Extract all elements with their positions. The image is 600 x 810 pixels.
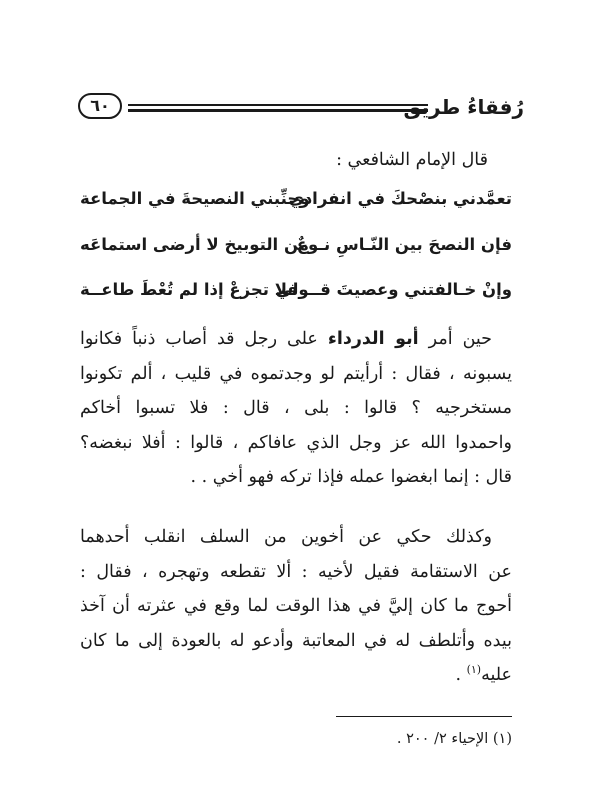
- paragraph-abu-darda: [80, 322, 512, 495]
- paragraph-line: بيده وأتلطف له في المعاتبة وأدعو له بالعودة إلى ما كان: [80, 630, 512, 651]
- page-number-badge: ٦٠: [78, 93, 122, 119]
- footnote: (١) الإحياء ٢/ ٢٠٠ .: [396, 731, 512, 747]
- running-title: رُفقاءُ طريق: [403, 95, 524, 119]
- paragraph-two-brothers: [80, 520, 512, 693]
- text-run: على رجل قد أصاب ذنباً فكانوا: [80, 329, 318, 349]
- poem-verse-3: [80, 274, 512, 306]
- paragraph-line: يسبونه ، فقال : أرأيتم لو وجدتموه في قليب ، ألم تكونوا: [80, 363, 512, 384]
- poem-verse-2-first-hemistich: فإن النصحَ بين النّـاسِ نـوعٌ: [296, 235, 512, 254]
- paragraph-line: واحمدوا الله عز وجل الذي عافاكم ، قالوا : أفلا نبغضه؟: [80, 432, 512, 453]
- paragraph-line: عن الاستقامة فقيل لأخيه : ألا تقطعه وتهجره ، فقال :: [80, 561, 512, 582]
- poem-verse-3-first-hemistich: وإنْ خـالفتني وعصيتَ قــولي: [275, 280, 512, 299]
- text-run: عليه: [481, 665, 512, 685]
- intro-line: قال الإمام الشافعي :: [336, 150, 488, 170]
- poem-verse-1-first-hemistich: تعمَّدني بنصْحكَ في انفرادي: [288, 189, 512, 208]
- paragraph-line: وكذلك حكي عن أخوين من السلف انقلب أحدهما: [80, 527, 492, 547]
- footnote-reference: (١): [466, 663, 482, 677]
- poem-verse-3-second-hemistich: فلا تجزعْ إذا لم تُعْطَ طاعــة: [80, 280, 299, 299]
- text-run: .: [455, 665, 467, 685]
- poem-verse-2-second-hemistich: من التوبيخ لا أرضى استماعَه: [80, 235, 310, 254]
- text-run: حين أمر: [428, 329, 492, 349]
- paragraph-line: [80, 322, 512, 357]
- paragraph-line: قال : إنما ابغضوا عمله فإذا تركه فهو أخي . .: [190, 467, 512, 487]
- name-highlight: أبو الدرداء: [327, 329, 419, 349]
- footnote-separator: [336, 716, 512, 717]
- poem-verse-1: [80, 183, 512, 215]
- poem-verse-1-second-hemistich: وجنِّبني النصيحةَ في الجماعة: [80, 189, 310, 208]
- paragraph-line: مستخرجيه ؟ قالوا : بلى ، قال : فلا تسبوا أخاكم: [80, 398, 512, 418]
- paragraph-line: أحوج ما كان إليَّ في هذا الوقت لما وقع في عثرته أن آخذ: [80, 596, 512, 616]
- header-double-rule: [128, 104, 428, 112]
- paragraph-line: [80, 658, 512, 693]
- page-header: [78, 90, 524, 130]
- poem-verse-2: [80, 229, 512, 261]
